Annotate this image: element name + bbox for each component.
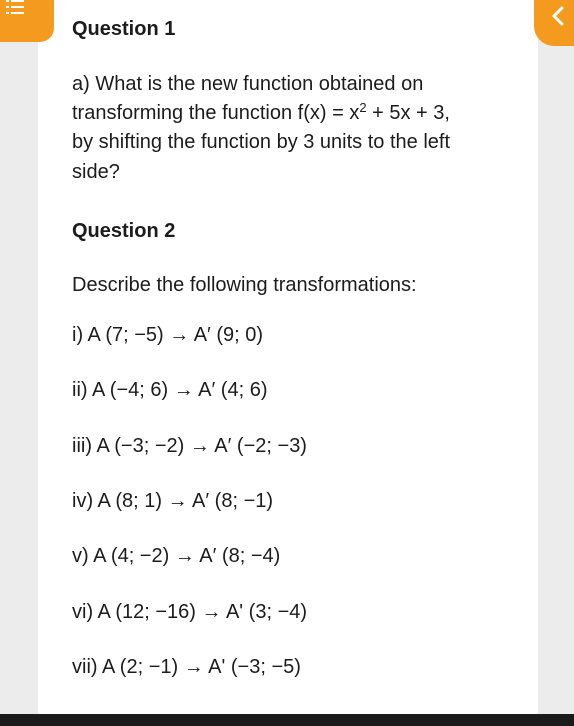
transformation-item: iii) A (−3; −2) → A′ (−2; −3): [72, 435, 307, 457]
question-2-title: Question 2: [72, 220, 176, 242]
question-1-title: Question 1: [72, 18, 176, 40]
bottom-bar: [0, 714, 574, 726]
transformation-item: vii) A (2; −1) → A' (−3; −5): [72, 656, 301, 678]
question-1-line-2: [72, 99, 450, 128]
exponent: 2: [359, 100, 367, 115]
transformation-item: v) A (4; −2) → A′ (8; −4): [72, 545, 281, 567]
question-1-line-3: by shifting the function by 3 units to the left: [72, 131, 451, 153]
transformation-item: vi) A (12; −16) → A' (3; −4): [72, 601, 308, 623]
line-2-text-end: + 5x + 3,: [366, 102, 450, 124]
chevron-left-icon: [550, 6, 566, 26]
question-1-line-1: a) What is the new function obtained on: [72, 73, 424, 95]
transformation-item: ii) A (−4; 6) → A′ (4; 6): [72, 379, 268, 401]
transformation-item: i) A (7; −5) → A′ (9; 0): [72, 324, 264, 346]
question-1-line-4: side?: [72, 161, 120, 183]
menu-icon: [6, 0, 24, 14]
menu-button[interactable]: [0, 0, 54, 42]
question-2-instruction: Describe the following transformations:: [72, 274, 417, 296]
line-2-text: transforming the function f(x) = x: [72, 102, 360, 124]
back-button[interactable]: [534, 0, 574, 46]
transformation-item: iv) A (8; 1) → A′ (8; −1): [72, 490, 274, 512]
